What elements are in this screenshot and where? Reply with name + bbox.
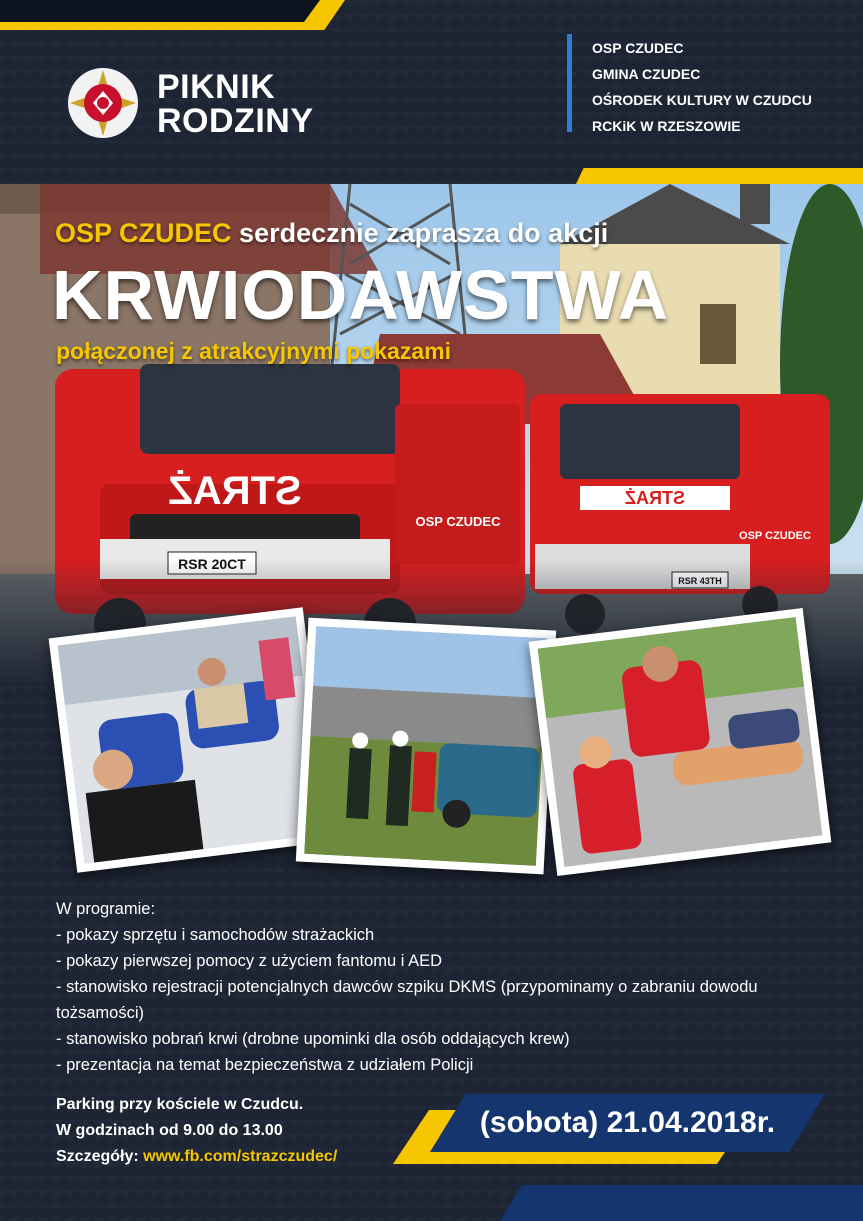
details-label: Szczegóły: bbox=[56, 1148, 144, 1165]
parking-info: Parking przy kościele w Czudcu. bbox=[56, 1096, 304, 1113]
title-line-2: RODZINY bbox=[157, 102, 314, 140]
organizers-list bbox=[592, 35, 812, 139]
invite-highlight: OSP CZUDEC bbox=[55, 218, 232, 248]
organizer-item: RCKiK W RZESZOWIE bbox=[592, 118, 741, 134]
event-date: (sobota) 21.04.2018r. bbox=[479, 1106, 776, 1139]
program-item: - prezentacja na temat bezpieczeństwa z udziałem Policji bbox=[56, 1056, 474, 1074]
invite-rest: serdecznie zaprasza do akcji bbox=[239, 218, 609, 248]
photo-blood-donation bbox=[49, 607, 332, 872]
organizers-divider bbox=[567, 34, 572, 132]
program-item: - stanowisko pobrań krwi (drobne upominki dla osób oddających krew) bbox=[56, 1030, 570, 1048]
main-headline: KRWIODAWSTWA bbox=[52, 256, 670, 334]
program-list bbox=[56, 896, 816, 1078]
program-item: - pokazy sprzętu i samochodów strażackich bbox=[56, 926, 375, 944]
organizer-item: GMINA CZUDEC bbox=[592, 66, 701, 82]
invite-line bbox=[55, 218, 608, 249]
event-info bbox=[56, 1092, 337, 1170]
top-dark-stripe bbox=[0, 0, 320, 22]
details-line bbox=[56, 1144, 337, 1170]
program-item: - pokazy pierwszej pomocy z użyciem fantomu i AED bbox=[56, 952, 443, 970]
organizer-item: OSP CZUDEC bbox=[592, 40, 684, 56]
program-item: - stanowisko rejestracji potencjalnych dawców szpiku DKMS (przypominamy o zabraniu dowodu tożsamości) bbox=[56, 978, 758, 1022]
photo-rescue-demo bbox=[296, 618, 556, 875]
fire-brigade-emblem-icon bbox=[66, 66, 140, 140]
program-heading: W programie: bbox=[56, 900, 156, 918]
photo-first-aid bbox=[529, 608, 832, 876]
bottom-accent-band bbox=[500, 1185, 863, 1221]
page-title bbox=[157, 70, 314, 138]
hours-info: W godzinach od 9.00 do 13.00 bbox=[56, 1122, 283, 1139]
organizer-item: OŚRODEK KULTURY W CZUDCU bbox=[592, 92, 812, 108]
subheadline: połączonej z atrakcyjnymi pokazami bbox=[56, 338, 451, 364]
details-link[interactable]: www.fb.com/strazczudec/ bbox=[143, 1148, 338, 1165]
title-line-1: PIKNIK bbox=[157, 68, 276, 106]
